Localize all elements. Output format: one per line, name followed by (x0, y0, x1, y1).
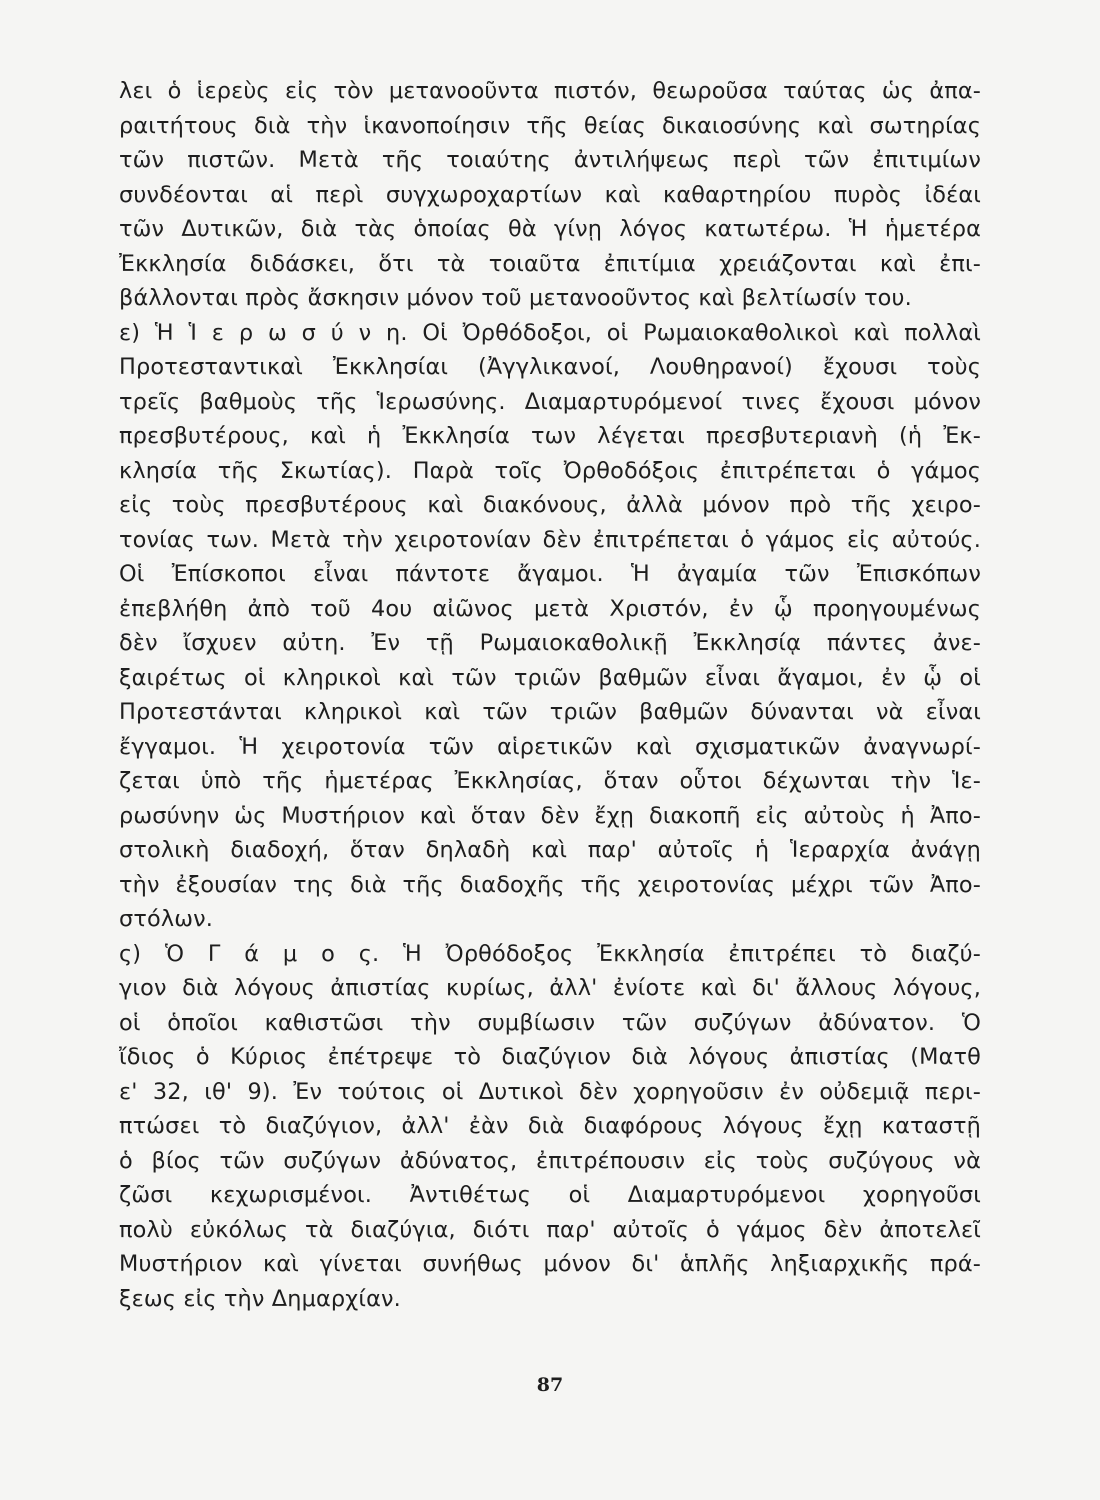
text-line: ξεως εἰς τὴν Δημαρχίαν. (119, 1285, 401, 1312)
text-line: ρωσύνην ὡς Μυστήριον καὶ ὅταν δὲν ἔχῃ διακοπῆ εἰς αὐτοὺς ἡ Ἀπο- (119, 802, 981, 829)
text-line: ζεται ὑπὸ τῆς ἡμετέρας Ἐκκλησίας, ὅταν οὗτοι δέχωνται τὴν Ἱε- (119, 768, 981, 794)
text-line: πρεσβυτέρους, καὶ ἡ Ἐκκλησία των λέγεται πρεσβυτεριανὴ (ἡ Ἐκ- (119, 423, 981, 449)
text-line: τῶν Δυτικῶν, διὰ τὰς ὁποίας θὰ γίνῃ λόγος κατωτέρω. Ἡ ἡμετέρα (119, 216, 981, 242)
body-text (119, 74, 981, 1316)
text-line: γιον διὰ λόγους ἀπιστίας κυρίως, ἀλλ' ἐνίοτε καὶ δι' ἄλλους λόγους, (119, 975, 981, 1001)
text-line: ς) Ὁ Γ ά μ ο ς. Ἡ Ὀρθόδοξος Ἐκκλησία ἐπιτρέπει τὸ διαζύ- (119, 940, 981, 967)
text-line: δὲν ἴσχυεν αὐτη. Ἐν τῇ Ρωμαιοκαθολικῇ Ἐκκλησίᾳ πάντες ἀνε- (119, 630, 981, 656)
text-line: οἱ ὁποῖοι καθιστῶσι τὴν συμβίωσιν τῶν συζύγων ἀδύνατον. Ὁ (119, 1009, 981, 1036)
text-line: Μυστήριον καὶ γίνεται συνήθως μόνον δι' ἁπλῆς ληξιαρχικῆς πρά- (119, 1251, 981, 1277)
text-line: Προτεστάνται κληρικοὶ καὶ τῶν τριῶν βαθμῶν δύνανται νὰ εἶναι (119, 699, 981, 725)
text-line: τρεῖς βαθμοὺς τῆς Ἱερωσύνης. Διαμαρτυρόμενοί τινες ἔχουσι μόνον (119, 388, 981, 415)
text-line: ἴδιος ὁ Κύριος ἐπέτρεψε τὸ διαζύγιον διὰ λόγους ἀπιστίας (Ματθ (119, 1044, 981, 1070)
text-line: στόλων. (119, 906, 214, 932)
page-number: 87 (536, 1374, 564, 1396)
text-line: ὁ βίος τῶν συζύγων ἀδύνατος, ἐπιτρέπουσιν εἰς τοὺς συζύγους νὰ (119, 1147, 981, 1174)
text-line: λει ὁ ἱερεὺς εἰς τὸν μετανοοῦντα πιστόν, θεωροῦσα ταύτας ὡς ἀπα- (119, 78, 981, 104)
text-line: συνδέονται αἱ περὶ συγχωροχαρτίων καὶ καθαρτηρίου πυρὸς ἰδέαι (119, 181, 981, 208)
text-line: Οἱ Ἐπίσκοποι εἶναι πάντοτε ἄγαμοι. Ἡ ἀγαμία τῶν Ἐπισκόπων (119, 561, 981, 587)
text-line: ραιτήτους διὰ τὴν ἱκανοποίησιν τῆς θείας δικαιοσύνης καὶ σωτηρίας (119, 112, 981, 139)
text-line: ε) Ἡ Ἱ ε ρ ω σ ύ ν η. Οἱ Ὀρθόδοξοι, οἱ Ρωμαιοκαθολικοὶ καὶ πολλαὶ (119, 319, 981, 346)
text-line: ἐπεβλήθη ἀπὸ τοῦ 4ου αἰῶνος μετὰ Χριστόν, ἐν ᾧ προηγουμένως (119, 595, 981, 622)
text-line: ξαιρέτως οἱ κληρικοὶ καὶ τῶν τριῶν βαθμῶν εἶναι ἄγαμοι, ἐν ᾧ οἱ (119, 664, 981, 691)
text-line: τὴν ἐξουσίαν της διὰ τῆς διαδοχῆς τῆς χειροτονίας μέχρι τῶν Ἀπο- (119, 871, 981, 898)
text-line: ζῶσι κεχωρισμένοι. Ἀντιθέτως οἱ Διαμαρτυρόμενοι χορηγοῦσι (119, 1182, 981, 1208)
text-line: τῶν πιστῶν. Μετὰ τῆς τοιαύτης ἀντιλήψεως περὶ τῶν ἐπιτιμίων (119, 147, 981, 173)
text-line: ε' 32, ιθ' 9). Ἐν τούτοις οἱ Δυτικοὶ δὲν χορηγοῦσιν ἐν οὐδεμιᾷ περι- (119, 1078, 981, 1105)
text-line: τονίας των. Μετὰ τὴν χειροτονίαν δὲν ἐπιτρέπεται ὁ γάμος εἰς αὐτούς. (119, 526, 981, 553)
text-line: στολικὴ διαδοχή, ὅταν δηλαδὴ καὶ παρ' αὐτοῖς ἡ Ἱεραρχία ἀνάγῃ (119, 837, 981, 863)
text-line: ἔγγαμοι. Ἡ χειροτονία τῶν αἱρετικῶν καὶ σχισματικῶν ἀναγνωρί- (119, 733, 981, 760)
text-line: βάλλονται πρὸς ἄσκησιν μόνον τοῦ μετανοοῦντος καὶ βελτίωσίν του. (119, 285, 912, 311)
text-line: Προτεσταντικαὶ Ἐκκλησίαι (Ἀγγλικανοί, Λουθηρανοί) ἔχουσι τοὺς (119, 354, 981, 380)
text-line: κλησία τῆς Σκωτίας). Παρὰ τοῖς Ὀρθοδόξοις ἐπιτρέπεται ὁ γάμος (119, 457, 981, 484)
text-line: πολὺ εὐκόλως τὰ διαζύγια, διότι παρ' αὐτοῖς ὁ γάμος δὲν ἀποτελεῖ (119, 1216, 981, 1243)
text-line: Ἐκκλησία διδάσκει, ὅτι τὰ τοιαῦτα ἐπιτίμια χρειάζονται καὶ ἐπι- (119, 250, 981, 277)
text-line: πτώσει τὸ διαζύγιον, ἀλλ' ἐὰν διὰ διαφόρους λόγους ἔχῃ καταστῇ (119, 1113, 981, 1139)
text-line: εἰς τοὺς πρεσβυτέρους καὶ διακόνους, ἀλλὰ μόνον πρὸ τῆς χειρο- (119, 492, 981, 518)
